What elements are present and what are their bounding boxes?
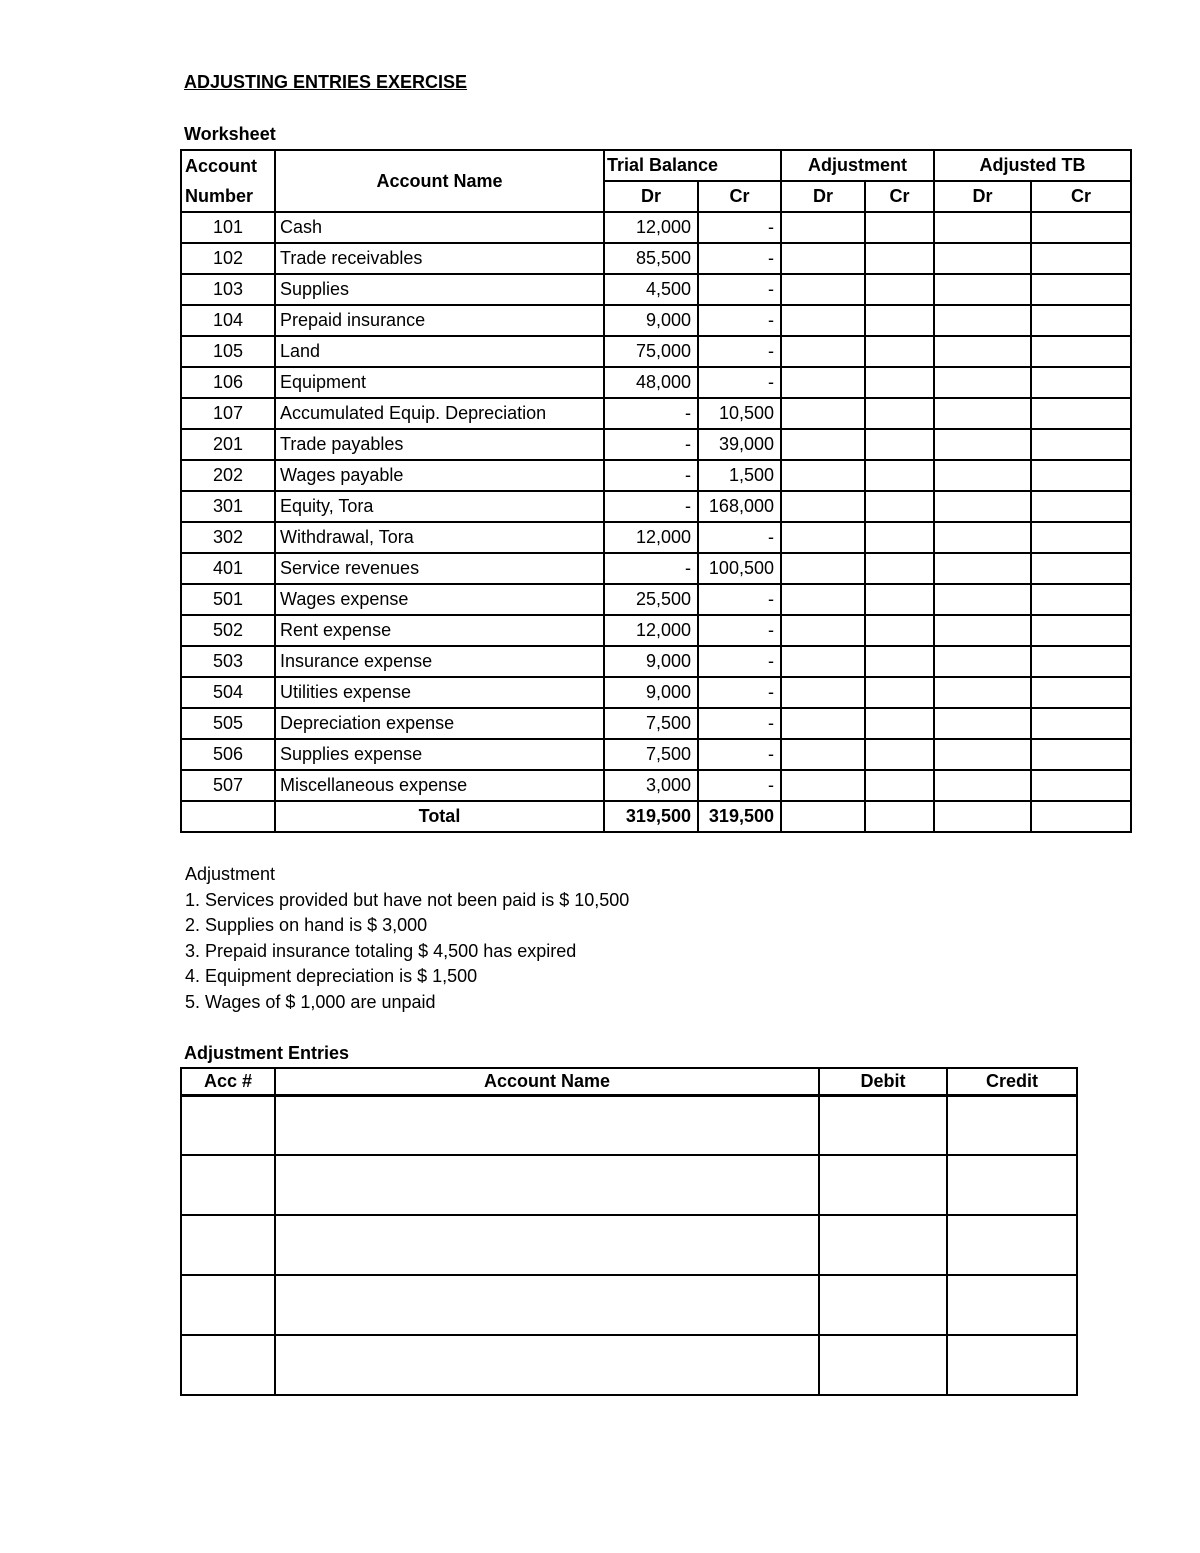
adjustment-notes [185,862,629,1016]
acc-number-header: Acc # [181,1068,275,1095]
atb-cr-cell[interactable] [1031,522,1131,553]
account-name-cell: Miscellaneous expense [275,770,604,801]
entry-acc-cell[interactable] [181,1275,275,1335]
account-name-cell: Insurance expense [275,646,604,677]
account-name-cell: Withdrawal, Tora [275,522,604,553]
account-number-cell: 401 [181,553,275,584]
table-row [181,522,1131,553]
atb-dr-cell[interactable] [934,212,1031,243]
adj-cr-cell[interactable] [865,398,934,429]
atb-dr-cell[interactable] [934,739,1031,770]
tb-cr-cell: - [698,584,781,615]
table-row [181,739,1131,770]
account-name-cell: Prepaid insurance [275,305,604,336]
tb-cr-cell: - [698,336,781,367]
adj-dr-cell[interactable] [781,553,865,584]
adj-cr-total-cell[interactable] [865,801,934,832]
adj-dr-cell[interactable] [781,739,865,770]
adj-cr-cell[interactable] [865,336,934,367]
adj-cr-cell[interactable] [865,367,934,398]
adj-cr-header: Cr [865,181,934,212]
table-row [181,491,1131,522]
atb-dr-cell[interactable] [934,398,1031,429]
adj-cr-cell[interactable] [865,615,934,646]
atb-cr-cell[interactable] [1031,336,1131,367]
account-name-cell: Trade payables [275,429,604,460]
entry-acc-cell[interactable] [181,1215,275,1275]
adj-dr-cell[interactable] [781,305,865,336]
tb-dr-cell: - [604,429,698,460]
adj-cr-cell[interactable] [865,708,934,739]
account-name-cell: Utilities expense [275,677,604,708]
tb-cr-cell: 1,500 [698,460,781,491]
adj-dr-cell[interactable] [781,491,865,522]
account-number-cell: 104 [181,305,275,336]
adj-dr-header: Dr [781,181,865,212]
atb-cr-cell[interactable] [1031,615,1131,646]
entry-row [181,1335,1077,1395]
entry-acc-cell[interactable] [181,1155,275,1215]
atb-dr-total-cell[interactable] [934,801,1031,832]
adj-dr-cell[interactable] [781,212,865,243]
table-row [181,708,1131,739]
table-row [181,243,1131,274]
adjustment-note: 1. Services provided but have not been paid is $ 10,500 [185,889,630,910]
atb-dr-cell[interactable] [934,491,1031,522]
adjustment-note: 2. Supplies on hand is $ 3,000 [185,915,428,936]
adj-cr-cell[interactable] [865,646,934,677]
table-row [181,398,1131,429]
entry-account-name-cell[interactable] [275,1275,819,1335]
entry-debit-cell[interactable] [819,1095,947,1155]
account-number-cell: 103 [181,274,275,305]
adjustment-entries-label: Adjustment Entries [184,1043,350,1063]
tb-dr-cell: - [604,398,698,429]
tb-dr-cell: 48,000 [604,367,698,398]
entry-credit-cell[interactable] [947,1275,1077,1335]
tb-cr-cell: - [698,274,781,305]
table-row [181,460,1131,491]
adj-dr-cell[interactable] [781,584,865,615]
entry-acc-cell[interactable] [181,1095,275,1155]
adj-dr-total-cell[interactable] [781,801,865,832]
total-label: Total [275,801,604,832]
entry-credit-cell[interactable] [947,1335,1077,1395]
atb-dr-cell[interactable] [934,429,1031,460]
account-number-cell: 106 [181,367,275,398]
adj-cr-cell[interactable] [865,522,934,553]
adjustment-notes-heading: Adjustment [185,864,276,884]
tb-cr-cell: - [698,522,781,553]
atb-cr-cell[interactable] [1031,212,1131,243]
table-row [181,584,1131,615]
account-name-cell: Supplies [275,274,604,305]
tb-cr-cell: - [698,367,781,398]
table-row [181,336,1131,367]
tb-cr-cell: 168,000 [698,491,781,522]
entry-debit-cell[interactable] [819,1215,947,1275]
adj-dr-cell[interactable] [781,522,865,553]
entry-row [181,1095,1077,1155]
table-row [181,677,1131,708]
tb-dr-cell: 25,500 [604,584,698,615]
tb-dr-cell: 12,000 [604,615,698,646]
account-number-cell: 301 [181,491,275,522]
adj-cr-cell[interactable] [865,460,934,491]
atb-dr-cell[interactable] [934,770,1031,801]
entry-credit-cell[interactable] [947,1155,1077,1215]
adj-cr-cell[interactable] [865,739,934,770]
atb-dr-cell[interactable] [934,460,1031,491]
table-row [181,553,1131,584]
atb-cr-cell[interactable] [1031,305,1131,336]
adj-cr-cell[interactable] [865,491,934,522]
atb-cr-cell[interactable] [1031,677,1131,708]
entry-acc-cell[interactable] [181,1335,275,1395]
worksheet-label: Worksheet [184,124,276,144]
tb-cr-cell: - [698,212,781,243]
atb-cr-cell[interactable] [1031,770,1131,801]
total-dr: 319,500 [604,801,698,832]
atb-dr-cell[interactable] [934,584,1031,615]
account-number-cell: 302 [181,522,275,553]
atb-cr-header: Cr [1031,181,1131,212]
adj-dr-cell[interactable] [781,460,865,491]
entry-debit-cell[interactable] [819,1155,947,1215]
tb-dr-cell: 4,500 [604,274,698,305]
tb-dr-cell: - [604,460,698,491]
account-name-cell: Land [275,336,604,367]
tb-cr-cell: - [698,677,781,708]
atb-cr-cell[interactable] [1031,460,1131,491]
tb-dr-cell: 9,000 [604,305,698,336]
entry-account-name-cell[interactable] [275,1215,819,1275]
account-number-cell: 503 [181,646,275,677]
account-name-cell: Rent expense [275,615,604,646]
adj-cr-cell[interactable] [865,553,934,584]
adjustment-note: 4. Equipment depreciation is $ 1,500 [185,966,478,987]
account-name-header: Account Name [275,150,604,212]
adj-dr-cell[interactable] [781,615,865,646]
worksheet-table [180,149,1132,833]
entry-row [181,1215,1077,1275]
entry-credit-cell[interactable] [947,1215,1077,1275]
atb-cr-cell[interactable] [1031,646,1131,677]
tb-cr-cell: - [698,646,781,677]
adj-dr-cell[interactable] [781,243,865,274]
atb-dr-cell[interactable] [934,708,1031,739]
atb-dr-cell[interactable] [934,553,1031,584]
account-name-cell: Supplies expense [275,739,604,770]
account-number-cell: 105 [181,336,275,367]
table-row [181,367,1131,398]
adj-cr-cell[interactable] [865,677,934,708]
adjustment-header: Adjustment [781,150,934,181]
table-row [181,429,1131,460]
adj-cr-cell[interactable] [865,274,934,305]
tb-dr-cell: 9,000 [604,646,698,677]
account-number-cell: 101 [181,212,275,243]
tb-dr-cell: 7,500 [604,739,698,770]
atb-dr-cell[interactable] [934,615,1031,646]
account-name-cell: Equipment [275,367,604,398]
tb-cr-cell: - [698,305,781,336]
account-name-cell: Wages expense [275,584,604,615]
trial-balance-header: Trial Balance [604,150,781,181]
account-name-cell: Wages payable [275,460,604,491]
entry-account-name-cell[interactable] [275,1095,819,1155]
credit-header: Credit [947,1068,1077,1095]
adjustment-note: 3. Prepaid insurance totaling $ 4,500 has expired [185,940,577,961]
adj-cr-cell[interactable] [865,212,934,243]
account-number-cell: 504 [181,677,275,708]
account-number-cell: 102 [181,243,275,274]
table-row [181,646,1131,677]
adj-cr-cell[interactable] [865,429,934,460]
total-row [181,801,1131,832]
atb-cr-cell[interactable] [1031,553,1131,584]
account-name-cell: Cash [275,212,604,243]
adj-cr-cell[interactable] [865,243,934,274]
tb-cr-cell: - [698,739,781,770]
tb-dr-cell: 3,000 [604,770,698,801]
entry-row [181,1155,1077,1215]
account-number-cell: 506 [181,739,275,770]
adj-cr-cell[interactable] [865,770,934,801]
table-row [181,305,1131,336]
account-number-cell: 505 [181,708,275,739]
adj-dr-cell[interactable] [781,336,865,367]
account-name-cell: Accumulated Equip. Depreciation [275,398,604,429]
atb-dr-cell[interactable] [934,305,1031,336]
tb-dr-cell: - [604,491,698,522]
adjusted-tb-header: Adjusted TB [934,150,1131,181]
adj-dr-cell[interactable] [781,646,865,677]
atb-dr-cell[interactable] [934,274,1031,305]
tb-cr-cell: - [698,708,781,739]
entry-account-name-cell[interactable] [275,1335,819,1395]
tb-dr-header: Dr [604,181,698,212]
tb-cr-cell: 39,000 [698,429,781,460]
adj-dr-cell[interactable] [781,708,865,739]
account-name-cell: Trade receivables [275,243,604,274]
adjustment-entries-table [180,1067,1078,1396]
atb-dr-header: Dr [934,181,1031,212]
tb-dr-cell: 75,000 [604,336,698,367]
atb-dr-cell[interactable] [934,336,1031,367]
table-row [181,212,1131,243]
tb-cr-cell: - [698,615,781,646]
account-number-cell: 107 [181,398,275,429]
tb-cr-header: Cr [698,181,781,212]
adj-dr-cell[interactable] [781,398,865,429]
atb-cr-total-cell[interactable] [1031,801,1131,832]
entry-debit-cell[interactable] [819,1335,947,1395]
adjustment-note: 5. Wages of $ 1,000 are unpaid [185,991,436,1012]
entry-account-name-cell[interactable] [275,1155,819,1215]
account-number-cell: 501 [181,584,275,615]
atb-dr-cell[interactable] [934,243,1031,274]
table-row [181,615,1131,646]
atb-cr-cell[interactable] [1031,584,1131,615]
account-number-cell: 201 [181,429,275,460]
entry-row [181,1275,1077,1335]
adj-dr-cell[interactable] [781,770,865,801]
table-row [181,770,1131,801]
account-number-cell: 507 [181,770,275,801]
tb-cr-cell: - [698,243,781,274]
total-empty-cell[interactable] [181,801,275,832]
atb-cr-cell[interactable] [1031,739,1131,770]
adj-cr-cell[interactable] [865,305,934,336]
tb-cr-cell: - [698,770,781,801]
account-number-cell: 502 [181,615,275,646]
adj-dr-cell[interactable] [781,274,865,305]
tb-dr-cell: 7,500 [604,708,698,739]
account-name-cell: Depreciation expense [275,708,604,739]
atb-dr-cell[interactable] [934,522,1031,553]
tb-cr-cell: 10,500 [698,398,781,429]
adj-cr-cell[interactable] [865,584,934,615]
account-name-cell: Service revenues [275,553,604,584]
atb-dr-cell[interactable] [934,677,1031,708]
adj-dr-cell[interactable] [781,677,865,708]
table-row [181,274,1131,305]
account-name-cell: Equity, Tora [275,491,604,522]
tb-dr-cell: 85,500 [604,243,698,274]
atb-cr-cell[interactable] [1031,708,1131,739]
tb-dr-cell: 9,000 [604,677,698,708]
entry-debit-cell[interactable] [819,1275,947,1335]
account-number-cell: 202 [181,460,275,491]
atb-cr-cell[interactable] [1031,398,1131,429]
atb-cr-cell[interactable] [1031,491,1131,522]
entry-credit-cell[interactable] [947,1095,1077,1155]
tb-cr-cell: 100,500 [698,553,781,584]
adj-dr-cell[interactable] [781,367,865,398]
tb-dr-cell: 12,000 [604,212,698,243]
debit-header: Debit [819,1068,947,1095]
tb-dr-cell: 12,000 [604,522,698,553]
page-title: ADJUSTING ENTRIES EXERCISE [184,72,468,92]
atb-dr-cell[interactable] [934,367,1031,398]
atb-dr-cell[interactable] [934,646,1031,677]
atb-cr-cell[interactable] [1031,243,1131,274]
atb-cr-cell[interactable] [1031,367,1131,398]
tb-dr-cell: - [604,553,698,584]
total-cr: 319,500 [698,801,781,832]
adj-dr-cell[interactable] [781,429,865,460]
atb-cr-cell[interactable] [1031,429,1131,460]
atb-cr-cell[interactable] [1031,274,1131,305]
account-number-header: Account Number [181,150,275,212]
entry-account-name-header: Account Name [275,1068,819,1095]
